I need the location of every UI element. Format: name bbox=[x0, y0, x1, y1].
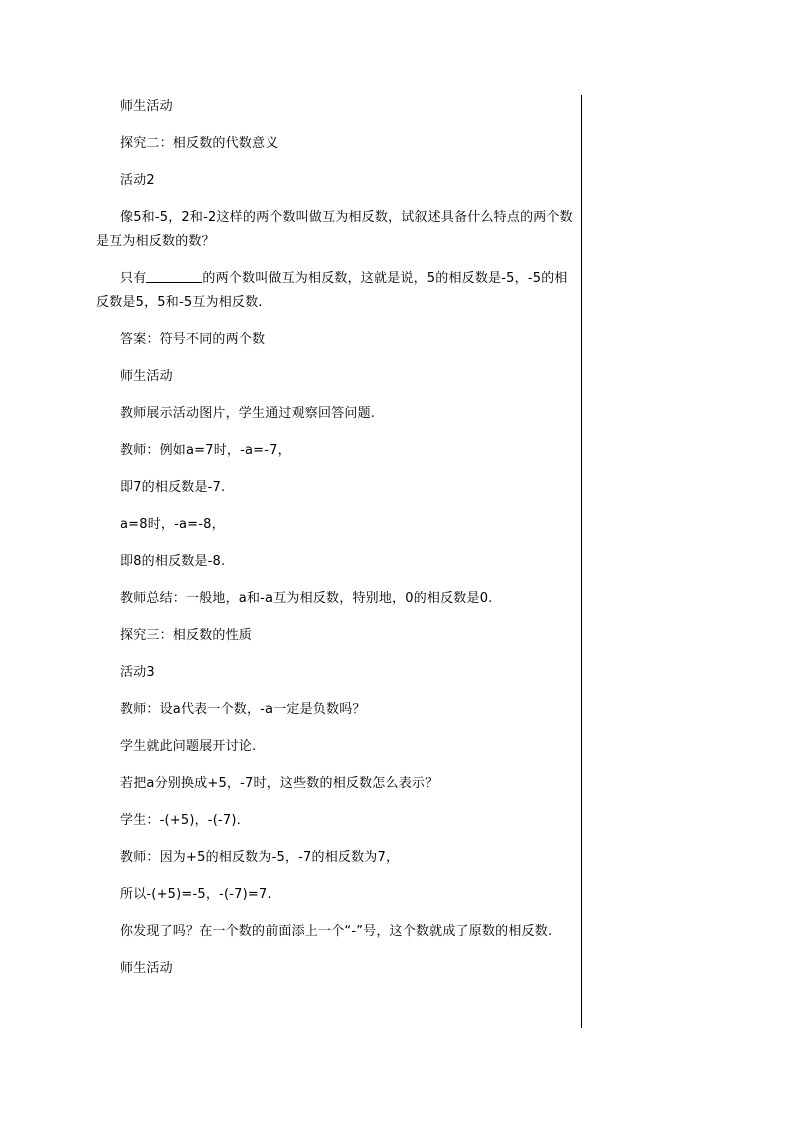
paragraph-therefore: 所以-(+5)=-5，-(-7)=7. bbox=[120, 887, 272, 902]
paragraph-teacher-summary: 教师总结：一般地，a和-a互为相反数，特别地，0的相反数是0. bbox=[120, 591, 493, 606]
paragraph-exploration-3-heading: 探究三：相反数的性质 bbox=[120, 628, 253, 643]
paragraph-answer: 答案：符号不同的两个数 bbox=[120, 332, 266, 347]
paragraph-student-answer: 学生：-(+5)，-(-7). bbox=[120, 813, 241, 828]
fill-blank-before: 只有 bbox=[120, 271, 147, 286]
answer-blank bbox=[146, 268, 202, 283]
paragraph-teacher-shows-images: 教师展示活动图片，学生通过观察回答问题. bbox=[120, 406, 376, 421]
paragraph-fill-blank bbox=[96, 267, 576, 315]
paragraph-example-a7: 教师：例如a=7时，-a=-7， bbox=[120, 443, 291, 458]
paragraph-teacher-student-activity-1: 师生活动 bbox=[120, 99, 173, 114]
paragraph-replace-a: 若把a分别换成+5，-7时，这些数的相反数怎么表示？ bbox=[120, 776, 439, 791]
paragraph-opposite-of-7: 即7的相反数是-7. bbox=[120, 480, 226, 495]
paragraph-teacher-student-activity-2: 师生活动 bbox=[120, 369, 173, 384]
paragraph-teacher-student-activity-3: 师生活动 bbox=[120, 961, 173, 976]
fill-blank-after: 的两个数叫做互为相反数，这就是说，5的相反数是-5，-5的相反数是5，5和-5互为相反数. bbox=[96, 271, 568, 310]
paragraph-opposite-of-8: 即8的相反数是-8. bbox=[120, 554, 226, 569]
paragraph-activity-2: 活动2 bbox=[120, 173, 155, 188]
paragraph-question-opposite-numbers: 像5和-5，2和-2这样的两个数叫做互为相反数，试叙述具备什么特点的两个数是互为相反数的数？ bbox=[96, 210, 573, 249]
paragraph-students-discuss: 学生就此问题展开讨论. bbox=[120, 739, 257, 754]
document-body bbox=[96, 95, 576, 981]
paragraph-teacher-because: 教师：因为+5的相反数为-5，-7的相反数为7， bbox=[120, 850, 400, 865]
paragraph-activity-3: 活动3 bbox=[120, 665, 155, 680]
paragraph-exploration-2-heading: 探究二：相反数的代数意义 bbox=[120, 136, 279, 151]
table-border-line bbox=[581, 95, 582, 1028]
paragraph-teacher-question-negative: 教师：设a代表一个数，-a一定是负数吗？ bbox=[120, 702, 366, 717]
paragraph-example-a8: a=8时，-a=-8， bbox=[120, 517, 225, 532]
paragraph-discovery: 你发现了吗？在一个数的前面添上一个“-”号，这个数就成了原数的相反数. bbox=[120, 924, 553, 939]
